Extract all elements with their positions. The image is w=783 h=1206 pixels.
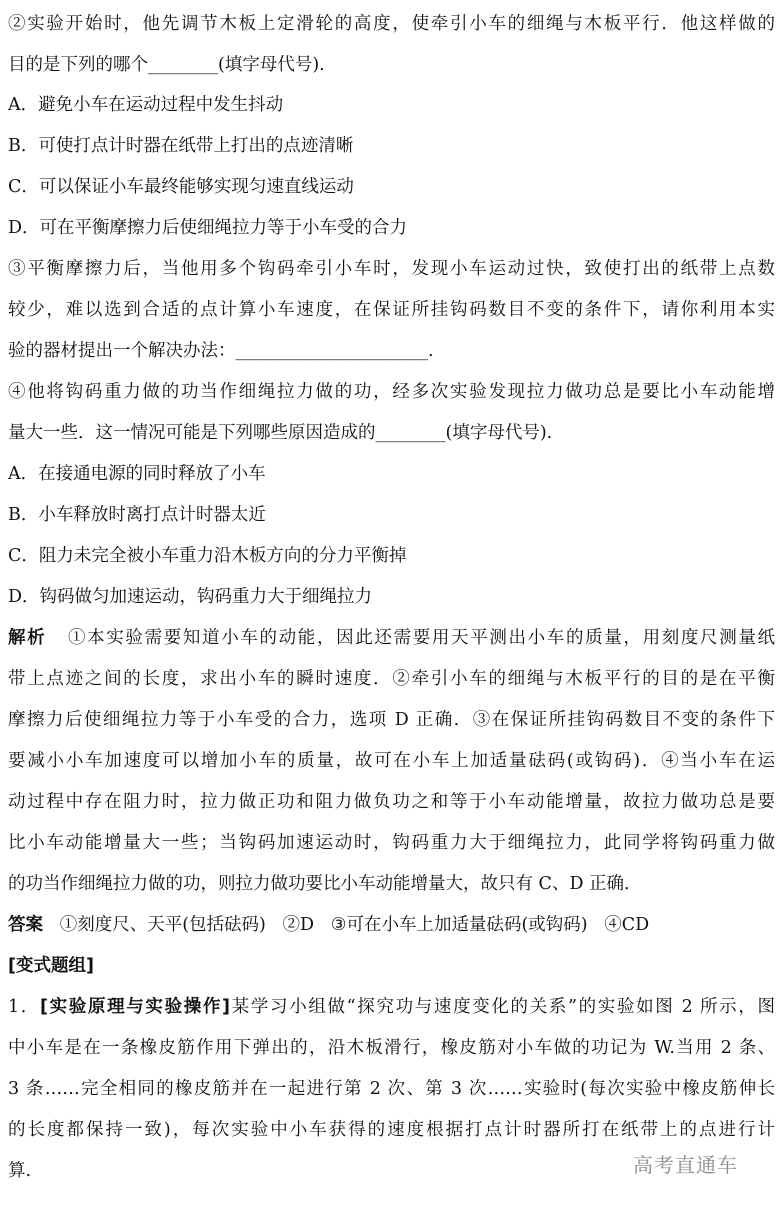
variant-text-1: 某学习小组做“探究功与速度变化的关系”的实验如图 2 所示，图: [230, 997, 775, 1017]
question-2-option-a: A．避免小车在运动过程中发生抖动: [8, 95, 284, 115]
question-3-line-2: 较少，难以选到合适的点计算小车速度，在保证所挂钩码数目不变的条件下，请你利用本实: [8, 300, 775, 320]
analysis-line-7: 的功当作细绳拉力做的功，则拉力做功要比小车动能增量大，故只有 C、D 正确．: [8, 874, 642, 894]
question-3-line-3: 验的器材提出一个解决办法：______________________.: [8, 341, 434, 361]
variant-line-5: 算.: [8, 1161, 32, 1181]
variant-line-2: 中小车是在一条橡皮筋作用下弹出的，沿木板滑行，橡皮筋对小车做的功记为 W.当用 2 条、: [8, 1038, 775, 1058]
variant-line-1: [8, 995, 775, 1019]
question-4-option-c: C．阻力未完全被小车重力沿木板方向的分力平衡掉: [8, 546, 407, 566]
variant-line-3: 3 条……完全相同的橡皮筋并在一起进行第 2 次、第 3 次……实验时(每次实验中橡皮筋伸长: [8, 1079, 775, 1099]
variant-number: 1．: [8, 997, 40, 1017]
variant-tag: [实验原理与实验操作]: [39, 997, 231, 1017]
question-4-option-d: D．钩码做匀加速运动，钩码重力大于细绳拉力: [8, 587, 373, 607]
question-4-line-2: 量大一些．这一情况可能是下列哪些原因造成的________(填字母代号).: [8, 423, 553, 443]
question-2-line-1: ②实验开始时，他先调节木板上定滑轮的高度，使牵引小车的细绳与木板平行．他这样做的: [8, 14, 775, 34]
question-3-line-1: ③平衡摩擦力后，当他用多个钩码牵引小车时，发现小车运动过快，致使打出的纸带上点数: [8, 259, 775, 279]
question-4-option-a: A．在接通电源的同时释放了小车: [8, 464, 266, 484]
analysis-line-2: 带上点迹之间的长度，求出小车的瞬时速度．②牵引小车的细绳与木板平行的目的是在平衡: [8, 669, 775, 689]
analysis-line-4: 要减小小车加速度可以增加小车的质量，故可在小车上加适量砝码(或钩码)．④当小车在运: [8, 751, 775, 771]
question-2-option-c: C．可以保证小车最终能够实现匀速直线运动: [8, 177, 354, 197]
analysis-line-6: 比小车动能增量大一些；当钩码加速运动时，钩码重力大于细绳拉力，此同学将钩码重力做: [8, 833, 775, 853]
question-4-option-b: B．小车释放时离打点计时器太近: [8, 505, 266, 525]
analysis-text-1: ①本实验需要知道小车的动能，因此还需要用天平测出小车的质量，用刻度尺测量纸: [67, 628, 775, 648]
answer-label: 答案: [8, 915, 43, 935]
analysis-line-3: 摩擦力后使细绳拉力等于小车受的合力，选项 D 正确．③在保证所挂钩码数目不变的条件下: [8, 710, 775, 730]
variant-line-4: 的长度都保持一致)，每次实验中小车获得的速度根据打点计时器所打在纸带上的点进行计: [8, 1120, 775, 1140]
analysis-line-1: [8, 626, 775, 650]
analysis-line-5: 动过程中存在阻力时，拉力做正功和阻力做负功之和等于小车动能增量，故拉力做功总是要: [8, 792, 775, 812]
question-2-option-b: B．可使打点计时器在纸带上打出的点迹清晰: [8, 136, 354, 156]
analysis-label: 解析: [8, 628, 47, 648]
question-4-line-1: ④他将钩码重力做的功当作细绳拉力做的功，经多次实验发现拉力做功总是要比小车动能增: [8, 382, 775, 402]
answer-line: [8, 913, 775, 937]
answer-text: ①刻度尺、天平(包括砝码) ②D ③可在小车上加适量砝码(或钩码) ④CD: [59, 915, 650, 935]
variant-heading: [变式题组]: [8, 956, 94, 976]
question-2-option-d: D．可在平衡摩擦力后使细绳拉力等于小车受的合力: [8, 218, 408, 238]
watermark: 高考直通车: [633, 1153, 738, 1177]
question-2-line-2: 目的是下列的哪个________(填字母代号).: [8, 55, 325, 75]
